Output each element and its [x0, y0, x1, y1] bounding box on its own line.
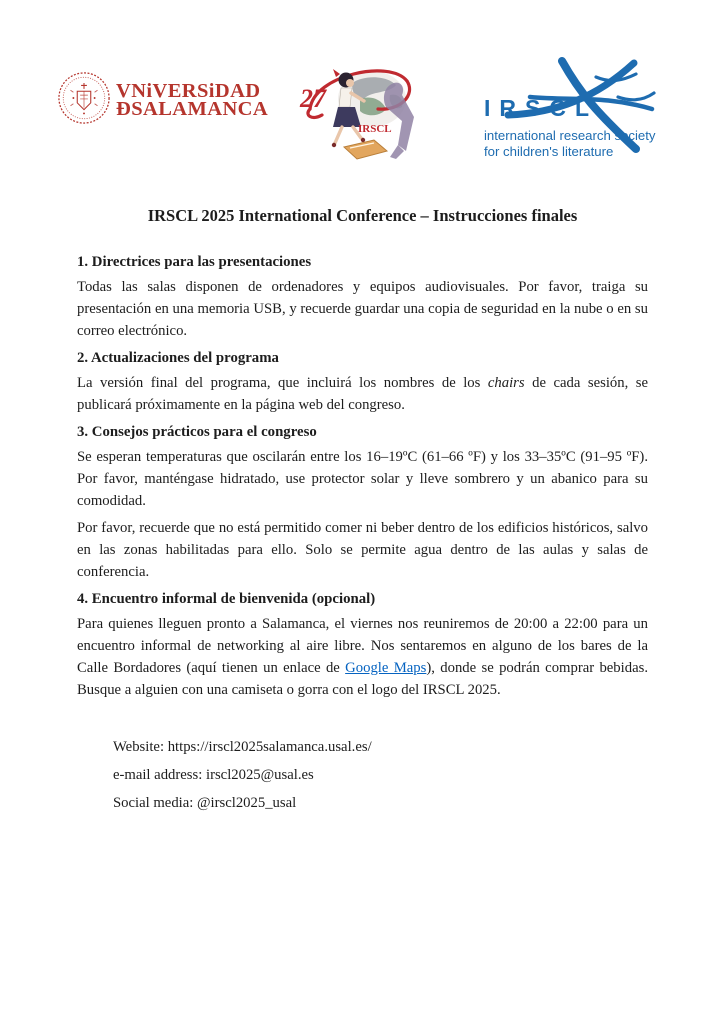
section-4-paragraph [77, 613, 648, 701]
contact-email-line: e-mail address: irscl2025@usal.es [113, 767, 314, 783]
document-title: IRSCL 2025 International Conference – Instrucciones finales [147, 206, 578, 225]
usal-logo [57, 70, 269, 165]
section-3-paragraph-2: Por favor, recuerde que no está permitido comer ni beber dentro de los edificios históricos, salvo en las zonas habilitadas para ello. Solo se permite agua dentro de las aulas y salas de conferencia. [77, 520, 648, 580]
section-2-heading: 2. Actualizaciones del programa [77, 350, 279, 366]
section-1-paragraph: Todas las salas disponen de ordenadores y equipos audiovisuales. Por favor, traiga su presentación en una memoria USB, y recuerde guardar una copia de seguridad en la nube o en su correo electrónico. [77, 279, 648, 339]
section-4-text-start: Para quienes lleguen pronto a Salamanca, el viernes nos reuniremos de 20:00 a 22:00 para un encuentro informal de networking al aire libre. Nos sentaremos en alguno de los bares de la Calle Bordadores (aquí tienen un enlace de [77, 616, 648, 676]
irscl-logo [478, 55, 670, 165]
section-2-text-start: La versión final del programa, que incluirá los nombres de los [77, 375, 488, 391]
contact-website-line: Website: https://irscl2025salamanca.usal.es/ [113, 739, 372, 755]
usal-wordmark-line2: ÐSALAMANCA [116, 98, 269, 120]
irscl-acronym: IRSCL [484, 95, 598, 121]
logo-header [0, 0, 724, 165]
section-1-heading: 1. Directrices para las presentaciones [77, 254, 312, 270]
section-2-italic-term: chairs [487, 375, 525, 391]
section-3-paragraph-1: Se esperan temperaturas que oscilarán entre los 16–19ºC (61–66 ºF) y los 33–35ºC (91–95 ºF). Por favor, manténgase hidratado, use protector solar y lleve sombrero y un abanico para su comodidad. [77, 449, 648, 509]
google-maps-link[interactable]: Google Maps [345, 660, 427, 676]
conference-number: 27 [299, 84, 326, 113]
section-2-paragraph [77, 372, 648, 416]
usal-wordmark-line1: VNiVERSiDAD [116, 80, 261, 102]
contact-block [113, 736, 648, 814]
usal-wordmark [116, 82, 268, 118]
conference-wordmark: IRSCL [357, 123, 392, 135]
irscl-tagline-line1: international research society [484, 128, 656, 143]
section-4-text-end: ), donde se podrán comprar bebidas. Busque a alguien con una camiseta o gorra con el logo del IRSCL 2025. [77, 660, 648, 698]
contact-social-line: Social media: @irscl2025_usal [113, 795, 297, 811]
irscl-tagline-line2: for children's literature [484, 143, 614, 159]
document-content [0, 205, 724, 814]
section-4-heading: 4. Encuentro informal de bienvenida (opcional) [77, 591, 376, 607]
usal-seal-icon [57, 70, 111, 131]
section-2-text-end: de cada sesión, se publicará próximamente en la página web del congreso. [77, 375, 648, 413]
section-3-heading: 3. Consejos prácticos para el congreso [77, 424, 317, 440]
irscl-tagline [484, 128, 656, 159]
conference-27-illustration [294, 55, 434, 165]
